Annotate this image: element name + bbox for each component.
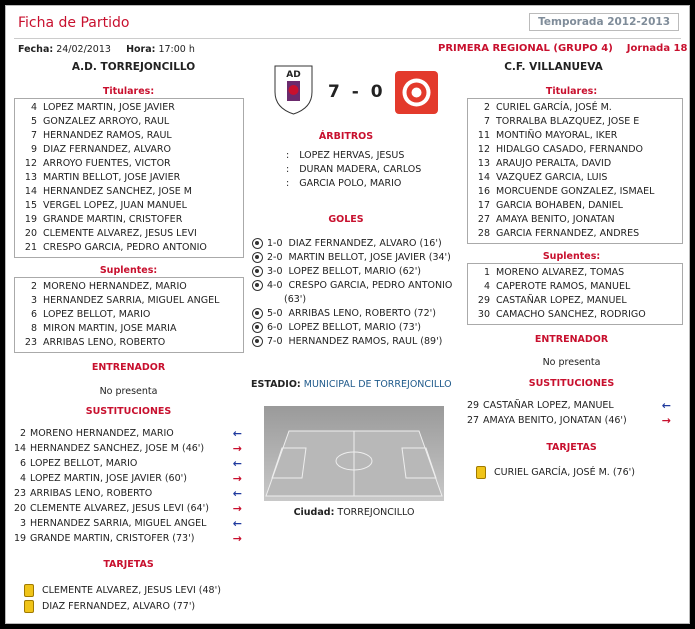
player-row[interactable] — [468, 227, 682, 241]
player-row[interactable] — [15, 213, 243, 227]
home-starters-list — [14, 98, 244, 258]
player-number: 2 — [30, 281, 37, 292]
player-number: 4 — [483, 281, 490, 292]
player-number: 20 — [14, 503, 27, 514]
page-title: Ficha de Partido — [18, 15, 130, 31]
goal-score: 5-0 — [267, 308, 283, 319]
player-number: 9 — [30, 144, 37, 155]
player-name: ARAUJO PERALTA, DAVID — [496, 158, 612, 169]
player-name: CAPEROTE RAMOS, MANUEL — [496, 281, 631, 292]
player-row[interactable] — [15, 199, 243, 213]
city-value: TORREJONCILLO — [337, 507, 415, 518]
substitution-row — [14, 441, 242, 456]
player-name: GARCIA BOHABEN, DANIEL — [496, 200, 623, 211]
player-row[interactable] — [15, 294, 243, 308]
substitution-row — [14, 531, 242, 546]
player-row[interactable] — [468, 143, 682, 157]
competition-info — [438, 43, 687, 54]
arrow-left-icon: ← — [661, 399, 671, 412]
card-player: DIAZ FERNANDEZ, ALVARO (77') — [42, 601, 196, 612]
goal-scorer: LOPEZ BELLOT, MARIO (73') — [288, 322, 422, 333]
arrow-left-icon: ← — [232, 487, 242, 500]
goal-row — [252, 321, 467, 335]
player-number: 15 — [24, 200, 37, 211]
player-row[interactable] — [15, 227, 243, 241]
substitution-row — [14, 426, 242, 441]
goal-score: 3-0 — [267, 266, 283, 277]
player-row[interactable] — [15, 322, 243, 336]
arrow-right-icon: → — [232, 442, 242, 455]
away-subs-list — [467, 263, 683, 325]
player-name: MORENO HERNANDEZ, MARIO — [30, 428, 174, 439]
player-name: GARCIA FERNANDEZ, ANDRES — [496, 228, 640, 239]
referee-row — [286, 163, 446, 177]
referees-title: ÁRBITROS — [318, 131, 374, 142]
score-home: 7 — [328, 82, 340, 102]
player-number: 17 — [477, 200, 490, 211]
home-team-name: A.D. TORREJONCILLO — [71, 61, 196, 73]
season-badge: Temporada 2012-2013 — [529, 13, 679, 31]
player-number: 27 — [477, 214, 490, 225]
player-number: 28 — [477, 228, 490, 239]
goal-scorer: CRESPO GARCIA, PEDRO ANTONIO (63') — [284, 280, 453, 305]
player-name: AMAYA BENITO, JONATAN — [496, 214, 615, 225]
goals-title: GOLES — [328, 214, 364, 225]
player-name: VERGEL LOPEZ, JUAN MANUEL — [43, 200, 187, 211]
goal-scorer: HERNANDEZ RAMOS, RAUL (89') — [288, 336, 443, 347]
player-number: 2 — [483, 102, 490, 113]
substitution-row — [467, 398, 671, 413]
player-name: CASTAÑAR LOPEZ, MANUEL — [496, 295, 627, 306]
home-changes-list — [14, 426, 242, 546]
player-number: 30 — [477, 309, 490, 320]
arrow-left-icon: ← — [232, 427, 242, 440]
player-row[interactable] — [15, 280, 243, 294]
goal-score: 6-0 — [267, 322, 283, 333]
home-cards-list — [24, 583, 244, 615]
player-row[interactable] — [468, 199, 682, 213]
player-number: 21 — [24, 242, 37, 253]
player-name: MIRON MARTIN, JOSE MARIA — [43, 323, 177, 334]
player-number: 23 — [14, 488, 27, 499]
score-separator: - — [351, 82, 359, 102]
ball-icon — [252, 308, 263, 319]
player-row[interactable] — [468, 266, 682, 280]
referees-list — [286, 149, 446, 191]
player-number: 12 — [477, 144, 490, 155]
player-number: 6 — [30, 309, 37, 320]
stadium-label: ESTADIO: — [251, 379, 301, 390]
player-row[interactable] — [15, 241, 243, 255]
home-subs-list — [14, 277, 244, 353]
player-name: MARTIN BELLOT, JOSE JAVIER — [43, 172, 181, 183]
substitution-row — [14, 471, 242, 486]
divider — [14, 38, 681, 39]
goal-scorer: DIAZ FERNANDEZ, ALVARO (16') — [288, 238, 442, 249]
referee-row — [286, 149, 446, 163]
referee-colon-icon: : — [286, 150, 290, 161]
away-starters-list — [467, 98, 683, 244]
player-number: 29 — [477, 295, 490, 306]
ball-icon — [252, 252, 263, 263]
home-subs-title: Suplentes: — [99, 265, 158, 276]
player-name: CASTAÑAR LOPEZ, MANUEL — [483, 400, 614, 411]
date-label: Fecha: — [18, 44, 54, 55]
arrow-right-icon: → — [232, 532, 242, 545]
score-away: 0 — [370, 82, 383, 102]
card-row — [24, 599, 244, 615]
player-name: MONTIÑO MAYORAL, IKER — [496, 130, 618, 141]
player-name: MORCUENDE GONZALEZ, ISMAEL — [496, 186, 655, 197]
player-name: CLEMENTE ALVAREZ, JESUS LEVI (64') — [30, 503, 209, 514]
away-crest-icon — [394, 70, 439, 115]
away-coach: No presenta — [542, 357, 601, 368]
player-name: LOPEZ BELLOT, MARIO — [30, 458, 138, 469]
home-starters-title: Titulares: — [102, 86, 155, 97]
player-name: VAZQUEZ GARCIA, LUIS — [496, 172, 608, 183]
match-sheet — [5, 5, 690, 624]
player-row[interactable] — [15, 129, 243, 143]
player-number: 4 — [30, 102, 37, 113]
yellow-card-icon — [476, 466, 486, 479]
player-number: 27 — [467, 415, 480, 426]
time-value: 17:00 h — [158, 44, 195, 55]
goal-scorer: MARTIN BELLOT, JOSE JAVIER (34') — [288, 252, 451, 263]
away-starters-title: Titulares: — [545, 86, 598, 97]
player-row[interactable] — [15, 157, 243, 171]
away-coach-title: ENTRENADOR — [534, 334, 609, 345]
player-number: 6 — [19, 458, 26, 469]
player-name: ARRIBAS LENO, ROBERTO — [30, 488, 153, 499]
goal-score: 1-0 — [267, 238, 283, 249]
player-name: GONZALEZ ARROYO, RAUL — [43, 116, 170, 127]
card-row — [476, 465, 676, 481]
player-name: CLEMENTE ALVAREZ, JESUS LEVI — [43, 228, 197, 239]
player-name: HERNANDEZ SARRIA, MIGUEL ANGEL — [43, 295, 220, 306]
player-name: CURIEL GARCÍA, JOSÉ M. — [496, 102, 612, 113]
player-number: 16 — [477, 186, 490, 197]
stadium-image — [264, 406, 444, 501]
player-number: 29 — [467, 400, 480, 411]
time-label: Hora: — [126, 44, 156, 55]
player-row[interactable] — [468, 101, 682, 115]
substitution-row — [14, 501, 242, 516]
player-row[interactable] — [15, 143, 243, 157]
goals-list — [252, 237, 467, 349]
competition: PRIMERA REGIONAL (GRUPO 4) — [438, 43, 613, 54]
player-number: 12 — [24, 158, 37, 169]
player-row[interactable] — [468, 129, 682, 143]
player-number: 13 — [477, 158, 490, 169]
away-subs-title: Suplentes: — [542, 251, 601, 262]
player-name: ARRIBAS LENO, ROBERTO — [43, 337, 166, 348]
player-number: 3 — [30, 295, 37, 306]
player-name: AMAYA BENITO, JONATAN (46') — [483, 415, 627, 426]
goal-score: 4-0 — [267, 280, 283, 291]
player-number: 8 — [30, 323, 37, 334]
ball-icon — [252, 322, 263, 333]
player-name: MORENO ALVAREZ, TOMAS — [496, 267, 625, 278]
date-value: 24/02/2013 — [56, 44, 111, 55]
referee-row — [286, 177, 446, 191]
substitution-row — [14, 516, 242, 531]
crest-letters: AD — [286, 70, 301, 80]
arrow-left-icon: ← — [232, 457, 242, 470]
away-team-name: C.F. VILLANUEVA — [504, 61, 603, 73]
away-cards-list — [476, 465, 676, 481]
referee-name: LOPEZ HERVAS, JESUS — [299, 150, 405, 161]
player-name: GRANDE MARTIN, CRISTOFER — [43, 214, 183, 225]
stadium-link[interactable]: MUNICIPAL DE TORREJONCILLO — [303, 379, 452, 390]
referee-name: DURAN MADERA, CARLOS — [299, 164, 422, 175]
player-row[interactable] — [468, 213, 682, 227]
card-row — [24, 583, 244, 599]
away-changes-title: SUSTITUCIONES — [528, 378, 615, 389]
player-number: 14 — [24, 186, 37, 197]
away-cards-title: TARJETAS — [546, 442, 597, 453]
player-row[interactable] — [468, 280, 682, 294]
player-name: LOPEZ MARTIN, JOSE JAVIER — [43, 102, 175, 113]
home-cards-title: TARJETAS — [103, 559, 154, 570]
goal-row — [252, 251, 467, 265]
player-number: 7 — [483, 116, 490, 127]
player-number: 19 — [14, 533, 27, 544]
player-name: HERNANDEZ SARRIA, MIGUEL ANGEL — [30, 518, 207, 529]
player-row[interactable] — [15, 171, 243, 185]
player-number: 1 — [483, 267, 490, 278]
home-crest-icon — [271, 64, 316, 116]
player-row[interactable] — [15, 336, 243, 350]
player-name: LOPEZ BELLOT, MARIO — [43, 309, 151, 320]
ball-icon — [252, 280, 263, 291]
city-label: Ciudad: — [293, 507, 335, 518]
arrow-left-icon: ← — [232, 517, 242, 530]
player-name: DIAZ FERNANDEZ, ALVARO — [43, 144, 172, 155]
goal-scorer: ARRIBAS LENO, ROBERTO (72') — [288, 308, 436, 319]
player-row[interactable] — [15, 185, 243, 199]
city — [264, 507, 444, 518]
player-number: 13 — [24, 172, 37, 183]
player-name: LOPEZ MARTIN, JOSE JAVIER (60') — [30, 473, 187, 484]
substitution-row — [467, 413, 671, 428]
card-player: CURIEL GARCÍA, JOSÉ M. (76') — [494, 467, 635, 478]
goal-row — [252, 335, 467, 349]
arrow-right-icon: → — [232, 502, 242, 515]
player-number: 2 — [19, 428, 26, 439]
player-number: 3 — [19, 518, 26, 529]
player-name: TORRALBA BLAZQUEZ, JOSE E — [496, 116, 640, 127]
away-changes-list — [467, 398, 671, 428]
card-player: CLEMENTE ALVAREZ, JESUS LEVI (48') — [42, 585, 221, 596]
player-name: CRESPO GARCIA, PEDRO ANTONIO — [43, 242, 207, 253]
player-number: 11 — [477, 130, 490, 141]
player-row[interactable] — [468, 185, 682, 199]
goal-scorer: LOPEZ BELLOT, MARIO (62') — [288, 266, 422, 277]
player-row[interactable] — [15, 101, 243, 115]
arrow-right-icon: → — [661, 414, 671, 427]
goal-row — [252, 307, 467, 321]
home-changes-title: SUSTITUCIONES — [85, 406, 172, 417]
player-row[interactable] — [468, 157, 682, 171]
goal-row — [252, 237, 467, 251]
player-number: 14 — [14, 443, 27, 454]
player-number: 19 — [24, 214, 37, 225]
player-name: CAMACHO SANCHEZ, RODRIGO — [496, 309, 646, 320]
ball-icon — [252, 266, 263, 277]
player-number: 23 — [24, 337, 37, 348]
goal-score: 7-0 — [267, 336, 283, 347]
substitution-row — [14, 456, 242, 471]
player-row[interactable] — [468, 115, 682, 129]
player-row[interactable] — [15, 308, 243, 322]
player-name: HERNANDEZ SANCHEZ, JOSE M (46') — [30, 443, 205, 454]
goal-score: 2-0 — [267, 252, 283, 263]
player-name: HIDALGO CASADO, FERNANDO — [496, 144, 643, 155]
referee-name: GARCIA POLO, MARIO — [299, 178, 402, 189]
player-name: MORENO HERNANDEZ, MARIO — [43, 281, 187, 292]
ball-icon — [252, 238, 263, 249]
player-row[interactable] — [468, 308, 682, 322]
goal-row — [252, 279, 467, 307]
player-number: 7 — [30, 130, 37, 141]
home-coach: No presenta — [99, 386, 158, 397]
player-row[interactable] — [15, 115, 243, 129]
player-name: GRANDE MARTIN, CRISTOFER (73') — [30, 533, 195, 544]
referee-colon-icon: : — [286, 164, 290, 175]
player-number: 5 — [30, 116, 37, 127]
score — [328, 82, 383, 102]
home-coach-title: ENTRENADOR — [91, 362, 166, 373]
player-row[interactable] — [468, 294, 682, 308]
ball-icon — [252, 336, 263, 347]
goal-row — [252, 265, 467, 279]
arrow-right-icon: → — [232, 472, 242, 485]
referee-colon-icon: : — [286, 178, 290, 189]
yellow-card-icon — [24, 600, 34, 613]
stadium — [251, 379, 452, 390]
yellow-card-icon — [24, 584, 34, 597]
date-time — [18, 44, 195, 55]
player-number: 14 — [477, 172, 490, 183]
player-number: 20 — [24, 228, 37, 239]
player-name: ARROYO FUENTES, VICTOR — [43, 158, 171, 169]
matchday: Jornada 18 — [626, 43, 688, 54]
player-name: HERNANDEZ RAMOS, RAUL — [43, 130, 172, 141]
player-number: 4 — [19, 473, 26, 484]
player-name: HERNANDEZ SANCHEZ, JOSE M — [43, 186, 192, 197]
player-row[interactable] — [468, 171, 682, 185]
substitution-row — [14, 486, 242, 501]
